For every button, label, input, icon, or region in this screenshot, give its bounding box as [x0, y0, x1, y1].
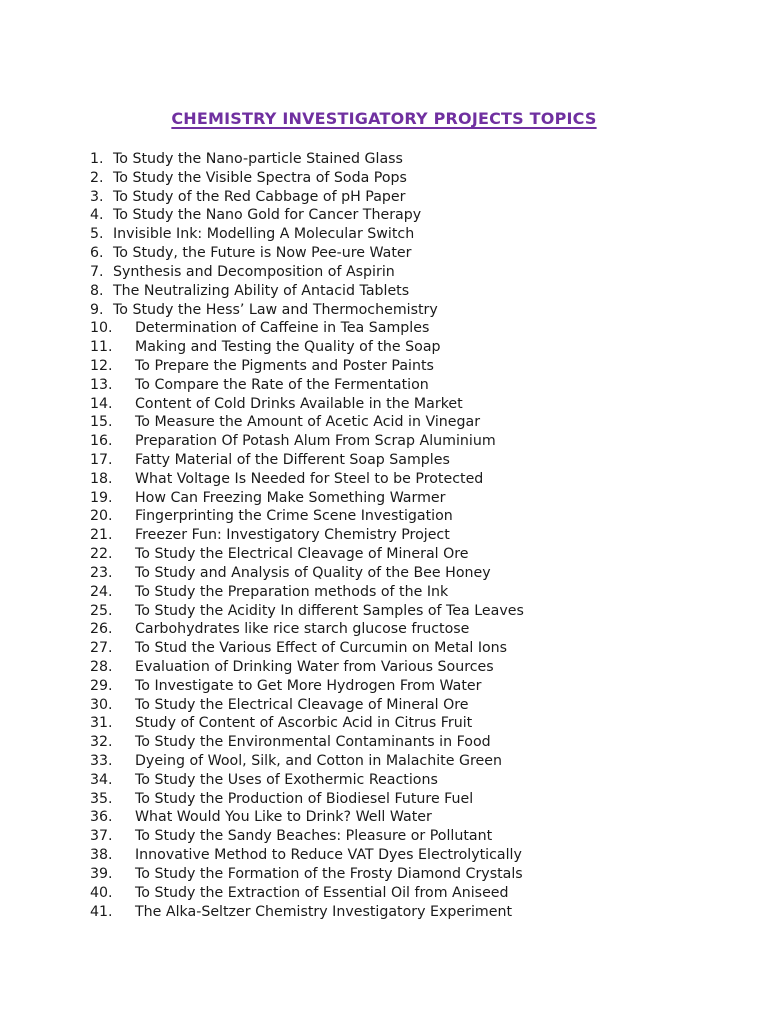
topic-number: 21.	[90, 527, 113, 544]
topic-number: 38.	[90, 847, 113, 864]
topic-number: 23.	[90, 564, 113, 581]
topic-number: 18.	[90, 470, 113, 487]
topic-number: 8.	[90, 282, 104, 299]
topic-text: The Alka-Seltzer Chemistry Investigatory Experiment	[135, 903, 513, 920]
topic-text: To Study the Uses of Exothermic Reactions	[135, 771, 438, 788]
topic-text: Carbohydrates like rice starch glucose fructose	[135, 621, 470, 638]
topic-text: To Study and Analysis of Quality of the Bee Honey	[135, 564, 491, 581]
topic-number: 29.	[90, 677, 113, 694]
topic-number: 5.	[90, 226, 104, 243]
topic-text: How Can Freezing Make Something Warmer	[135, 489, 446, 506]
topic-text: To Study the Production of Biodiesel Future Fuel	[135, 790, 474, 807]
topic-text: To Study the Sandy Beaches: Pleasure or Pollutant	[135, 828, 493, 845]
topic-number: 7.	[90, 263, 104, 280]
topic-number: 3.	[90, 188, 104, 205]
topic-text: To Study the Extraction of Essential Oil from Aniseed	[135, 884, 509, 901]
document-title	[0, 109, 768, 128]
topic-text: To Prepare the Pigments and Poster Paints	[135, 357, 434, 374]
topic-text: To Study of the Red Cabbage of pH Paper	[113, 188, 406, 205]
topic-number: 11.	[90, 339, 113, 356]
topic-number: 32.	[90, 734, 113, 751]
topic-number: 33.	[90, 753, 113, 769]
topic-text: To Investigate to Get More Hydrogen From Water	[135, 677, 482, 694]
topic-text: Dyeing of Wool, Silk, and Cotton in Malachite Green	[135, 753, 502, 769]
topic-number: 25.	[90, 602, 113, 619]
topic-text: To Study the Hess’ Law and Thermochemistry	[113, 301, 438, 318]
topic-number: 13.	[90, 376, 113, 393]
topic-number: 22.	[90, 546, 113, 563]
document-title-text: CHEMISTRY INVESTIGATORY PROJECTS TOPICS	[171, 109, 597, 128]
topic-number: 19.	[90, 489, 113, 506]
topic-number: 20.	[90, 508, 113, 525]
topic-text: Study of Content of Ascorbic Acid in Citrus Fruit	[135, 715, 473, 732]
topic-text: What Would You Like to Drink? Well Water	[135, 809, 432, 826]
topic-text: To Study, the Future is Now Pee-ure Water	[113, 245, 412, 262]
topic-number: 37.	[90, 828, 113, 845]
topic-text: Fatty Material of the Different Soap Samples	[135, 452, 450, 468]
topic-number: 27.	[90, 640, 113, 657]
topic-text: To Study the Nano-particle Stained Glass	[113, 151, 403, 167]
topic-text: Evaluation of Drinking Water from Various Sources	[135, 658, 494, 675]
topic-text: To Study the Preparation methods of the Ink	[135, 583, 449, 600]
topic-text: Innovative Method to Reduce VAT Dyes Electrolytically	[135, 847, 522, 864]
topic-text: To Study the Electrical Cleavage of Mineral Ore	[135, 546, 469, 563]
topic-number: 39.	[90, 865, 113, 882]
topic-number: 36.	[90, 809, 113, 826]
topic-number: 10.	[90, 320, 113, 337]
topic-number: 2.	[90, 169, 104, 186]
topic-number: 35.	[90, 790, 113, 807]
topic-text: To Compare the Rate of the Fermentation	[135, 376, 429, 393]
topic-text: Synthesis and Decomposition of Aspirin	[113, 263, 395, 280]
topic-number: 15.	[90, 414, 113, 431]
topic-text: To Study the Environmental Contaminants in Food	[135, 734, 491, 751]
topic-number: 14.	[90, 395, 113, 412]
topic-text: Freezer Fun: Investigatory Chemistry Project	[135, 527, 450, 544]
topic-text: Determination of Caffeine in Tea Samples	[135, 320, 430, 337]
topic-text: Preparation Of Potash Alum From Scrap Aluminium	[135, 433, 496, 450]
topic-number: 30.	[90, 696, 113, 713]
topic-text: Content of Cold Drinks Available in the Market	[135, 395, 463, 412]
topic-text: To Study the Electrical Cleavage of Mineral Ore	[135, 696, 469, 713]
topic-text: Invisible Ink: Modelling A Molecular Switch	[113, 226, 415, 243]
topic-number: 6.	[90, 245, 104, 262]
topic-text: What Voltage Is Needed for Steel to be Protected	[135, 470, 484, 487]
topic-number: 41.	[90, 903, 113, 920]
topic-text: Making and Testing the Quality of the Soap	[135, 339, 441, 356]
topic-text: To Measure the Amount of Acetic Acid in Vinegar	[135, 414, 481, 431]
topic-text: To Study the Acidity In different Samples of Tea Leaves	[135, 602, 524, 619]
topic-number: 24.	[90, 583, 113, 600]
topic-number: 9.	[90, 301, 104, 318]
topic-text: To Stud the Various Effect of Curcumin on Metal Ions	[135, 640, 508, 657]
topic-number: 31.	[90, 715, 113, 732]
topic-number: 40.	[90, 884, 113, 901]
topic-text: The Neutralizing Ability of Antacid Tablets	[113, 282, 410, 299]
topic-number: 34.	[90, 771, 113, 788]
topic-number: 28.	[90, 658, 113, 675]
topic-number: 17.	[90, 452, 113, 468]
topic-number: 1.	[90, 151, 104, 167]
topic-number: 26.	[90, 621, 113, 638]
topic-text: Fingerprinting the Crime Scene Investigation	[135, 508, 453, 525]
topic-text: To Study the Visible Spectra of Soda Pops	[113, 169, 407, 186]
topic-number: 16.	[90, 433, 113, 450]
topic-number: 12.	[90, 357, 113, 374]
topic-number: 4.	[90, 207, 104, 224]
topic-text: To Study the Formation of the Frosty Diamond Crystals	[135, 865, 523, 882]
topic-text: To Study the Nano Gold for Cancer Therapy	[113, 207, 422, 224]
